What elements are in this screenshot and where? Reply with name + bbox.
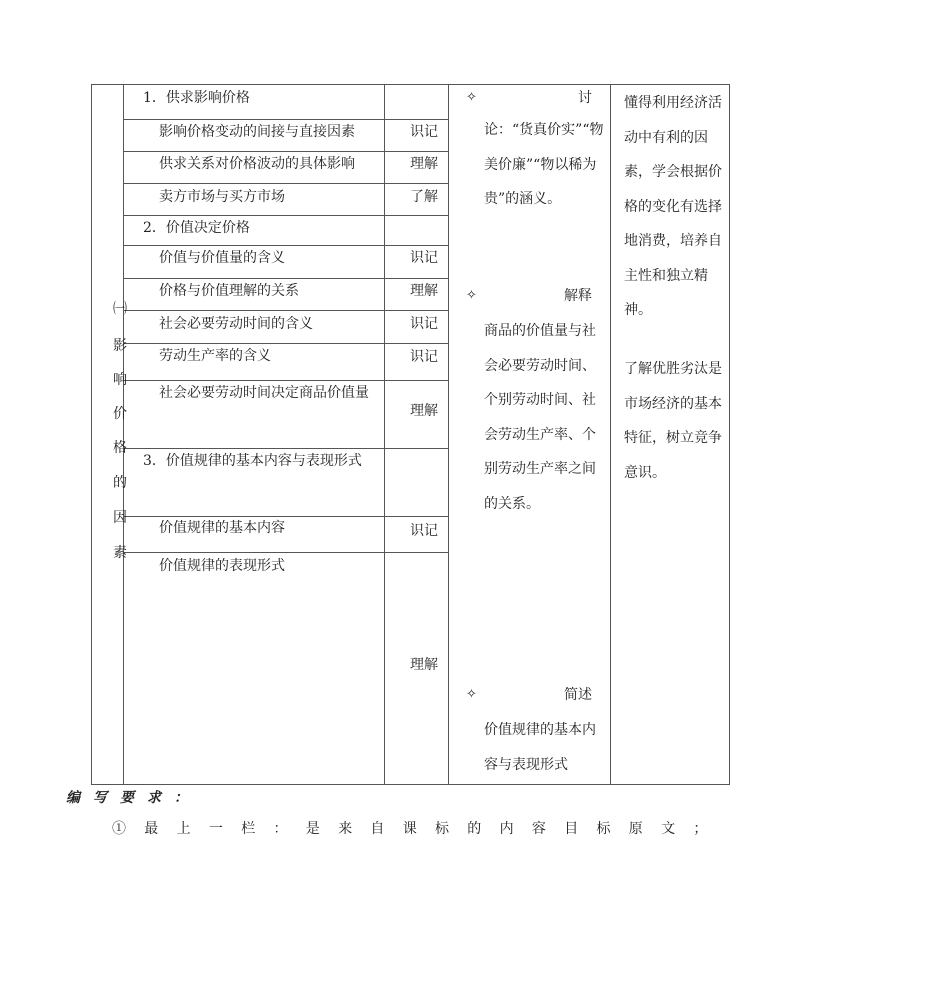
section-char: 格 <box>113 440 127 456</box>
activities-column <box>448 85 610 785</box>
row-divider <box>123 245 448 246</box>
diamond-icon: ✧ <box>466 687 477 702</box>
level-label: 理解 <box>410 156 438 172</box>
level-label: 识记 <box>410 523 438 539</box>
section-char: 素 <box>113 545 127 561</box>
activity-lead: 讨 <box>578 90 592 106</box>
row-divider <box>123 310 448 311</box>
content-heading: 2．价值决定价格 <box>143 220 250 236</box>
requirements-title: 编写要求： <box>66 790 201 806</box>
row-divider <box>123 278 448 279</box>
content-item: 卖方市场与买方市场 <box>159 189 285 205</box>
row-divider <box>123 215 448 216</box>
curriculum-table <box>91 84 730 785</box>
content-item: 价值规律的基本内容 <box>159 520 285 536</box>
section-char: 影 <box>113 338 127 354</box>
content-item: 社会必要劳动时间决定商品价值量 <box>159 385 369 401</box>
level-label: 理解 <box>410 283 438 299</box>
section-char: 的 <box>113 475 127 491</box>
content-item: 社会必要劳动时间的含义 <box>159 316 313 332</box>
section-char: 因 <box>113 510 127 526</box>
content-item: 影响价格变动的间接与直接因素 <box>159 124 355 140</box>
content-item: 价值规律的表现形式 <box>159 558 285 574</box>
diamond-icon: ✧ <box>466 288 477 303</box>
goals-column <box>610 85 730 785</box>
row-divider <box>123 119 448 120</box>
content-item: 劳动生产率的含义 <box>159 348 271 364</box>
level-label: 识记 <box>410 250 438 266</box>
level-label: 了解 <box>410 189 438 205</box>
content-item: 价格与价值理解的关系 <box>159 283 299 299</box>
goal-text: 了解优胜劣汰是市场经济的基本特征，树立竞争意识。 <box>624 361 722 481</box>
activity-text: 论：“货真价实”“物美价廉”“物以稀为贵”的涵义。 <box>484 122 604 207</box>
activity-text: 价值规律的基本内容与表现形式 <box>484 722 596 773</box>
row-divider <box>123 516 448 517</box>
row-divider <box>123 343 448 344</box>
level-label: 识记 <box>410 349 438 365</box>
row-divider <box>123 552 448 553</box>
content-item: 供求关系对价格波动的具体影响 <box>159 156 355 172</box>
content-heading: 3．价值规律的基本内容与表现形式 <box>143 453 362 469</box>
level-label: 理解 <box>410 657 438 673</box>
column-divider <box>384 85 385 784</box>
requirements-line: ①最上一栏：是来自课标的内容目标原文； <box>112 821 726 837</box>
activity-text: 商品的价值量与社会必要劳动时间、个别劳动时间、社会劳动生产率、个别劳动生产率之间的关系。 <box>484 323 596 512</box>
row-divider <box>123 151 448 152</box>
activity-lead: 简述 <box>564 687 592 703</box>
section-char: 价 <box>113 406 127 422</box>
row-divider <box>123 183 448 184</box>
content-item: 价值与价值量的含义 <box>159 250 285 266</box>
section-char: ㈠ <box>113 301 127 317</box>
column-divider <box>123 85 124 784</box>
content-heading: 1．供求影响价格 <box>143 90 250 106</box>
goal-text: 懂得利用经济活动中有利的因素，学会根据价格的变化有选择地消费，培养自主性和独立精神。 <box>624 95 722 318</box>
activity-lead: 解释 <box>564 288 592 304</box>
section-char: 响 <box>113 372 127 388</box>
level-label: 理解 <box>410 403 438 419</box>
level-label: 识记 <box>410 124 438 140</box>
diamond-icon: ✧ <box>466 90 477 105</box>
level-label: 识记 <box>410 316 438 332</box>
